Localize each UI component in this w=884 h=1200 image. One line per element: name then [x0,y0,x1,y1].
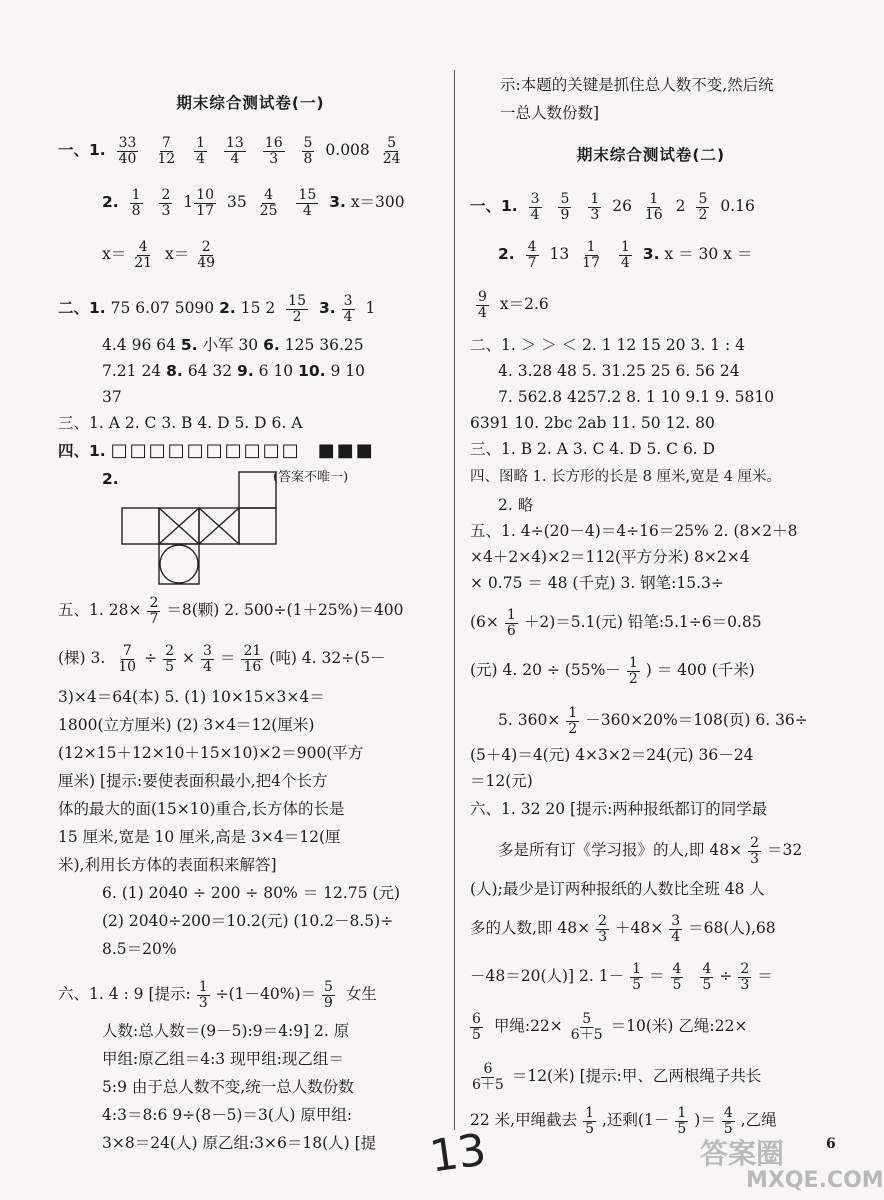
left-title: 期末综合测试卷(一) [176,94,325,112]
right-s6-line2: 多是所有订《学习报》的人,即 48× $\frac{2}{3}$ ＝32 [498,835,803,867]
left-s4-line1: 四、1. □□□□□□□□□□ ■■■ [58,440,375,461]
right-s3: 三、1. B 2. A 3. C 4. D 5. C 6. D [470,440,716,458]
right-s4-line2: 2. 略 [498,496,534,514]
right-column [470,0,832,1200]
right-top-line1: 示:本题的关键是抓住总人数不变,然后统 [500,76,774,94]
left-s5-line10: 6. (1) 2040 ÷ 200 ÷ 80% ＝ 12.75 (元) [102,884,401,902]
left-s5-line11: (2) 2040÷200＝10.2(元) (10.2－8.5)÷ [102,912,394,930]
right-s6-line7: $\frac{6}{6+5}$ ＝12(米) [提示:甲、乙两根绳子共长 [472,1061,762,1093]
left-s6-line3: 甲组:原乙组＝4:3 现甲组:现乙组＝ [102,1050,344,1068]
fraction: $\frac{5}{8}$ [303,135,313,167]
watermark-url: MXQE.COM [746,1168,884,1193]
right-s2-line2: 4. 3.28 48 5. 31.25 25 6. 56 24 [498,362,740,380]
right-s5-line6: 5. 360× $\frac{1}{2}$ －360×20%＝108(页) 6. 36÷ [498,705,808,737]
left-s2-line4: 37 [102,388,122,406]
right-s5-line5: (元) 4. 20 ÷ (55%－ $\frac{1}{2}$ ) ＝ 400 (千米) [470,655,755,687]
right-s6-line5: －48＝20(人)] 2. 1－ $\frac{1}{5}$ ＝ $\frac{4}{5}$ $\frac{4}{5}$ ÷ $\frac{2}{3}$ ＝ [470,961,773,993]
right-s2-line1: 二、1. ＞ ＞ ＜ 2. 1 12 15 20 3. 1 : 4 [470,336,745,354]
left-s2-line2: 4.4 96 64 5. 小军 30 6. 125 36.25 [102,336,364,354]
left-s5-line3: 3)×4＝64(本) 5. (1) 10×15×3×4＝ [58,688,325,706]
left-s6-line5: 4:3＝8:6 9÷(8－5)＝3(人) 原甲组: [102,1106,353,1124]
right-s5-line1: 五、1. 4÷(20－4)＝4÷16＝25% 2. (8×2＋8 [470,522,798,540]
left-column [58,0,443,1200]
left-s5-line9: 米),利用长方体的表面积来解答] [58,856,277,874]
right-s6-line8: 22 米,甲绳截去 $\frac{1}{5}$ ,还剩(1－ $\frac{1}{5}$ )＝ $\frac{4}{5}$ ,乙绳 [470,1105,777,1137]
right-s5-line2: ×4＋2×4)×2＝112(平方分米) 8×2×4 [470,548,750,566]
left-s6-line6: 3×8＝24(人) 原乙组:3×6＝18(人) [提 [102,1134,377,1152]
fraction: $\frac{33}{40}$ [118,135,137,167]
left-s5-line8: 15 厘米,宽是 10 厘米,高是 3×4＝12(厘 [58,828,341,846]
left-s6-line1: 六、1. 4 : 9 [提示: $\frac{1}{3}$ ÷(1－40%)＝ $\frac{5}{9}$ 女生 [58,979,377,1011]
left-s6-line4: 5:9 由于总人数不变,统一总人数份数 [102,1078,354,1096]
right-s1-line2: 2. $\frac{4}{7}$ 13 $\frac{1}{17}$ $\frac{1}{4}$ 3. x ＝ 30 x ＝ [498,239,753,271]
left-s2-line3: 7.21 24 8. 64 32 9. 6 10 10. 9 10 [102,362,366,380]
fraction: $\frac{5}{24}$ [382,135,401,167]
left-s5-line6: 厘米) [提示:要使表面积最小,把4个长方 [58,772,328,790]
left-s1-line1: 一、1. $\frac{33}{40}$ $\frac{7}{12}$ $\frac{1}{4}$ $\frac{13}{4}$ $\frac{16}{3}$ $\frac{5}{8}$ 0.008 $\frac{5}{24}$ [58,135,401,167]
left-s5-line2: (棵) 3. $\frac{7}{10}$ ÷ $\frac{2}{5}$ × $\frac{3}{4}$ ＝ $\frac{21}{16}$ (吨) 4. 32÷(5－ [58,643,386,675]
right-s5-line3: × 0.75 ＝ 48 (千克) 3. 钢笔:15.3÷ [470,574,724,592]
filled-boxes: ■■■ [317,440,375,461]
right-title: 期末综合测试卷(二) [576,146,726,164]
left-s5-line4: 1800(立方厘米) (2) 3×4＝12(厘米) [58,716,315,734]
fraction: $\frac{1}{4}$ [196,135,206,167]
column-divider [454,70,455,1130]
fraction: $\frac{13}{4}$ [226,135,244,167]
right-s6-line1: 六、1. 32 20 [提示:两种报纸都订的同学最 [470,800,768,818]
right-s2-line4: 6391 10. 2bc 2ab 11. 50 12. 80 [470,414,715,432]
left-s1-line3: x＝ $\frac{4}{21}$ x＝ $\frac{2}{49}$ [102,239,216,271]
empty-boxes: □□□□□□□□□□ [110,440,301,461]
page-number: 6 [826,1136,836,1152]
right-s1-line3: $\frac{9}{4}$ x＝2.6 [478,289,549,321]
handwritten-page-number: 13 [426,1124,490,1183]
fraction: $\frac{7}{12}$ [157,135,176,167]
fraction: $\frac{16}{3}$ [264,135,283,167]
right-s4-line1: 四、图略 1. 长方形的长是 8 厘米,宽是 4 厘米。 [470,469,782,485]
right-s5-line8: ＝12(元) [470,772,533,790]
left-s1-line2: 2. $\frac{1}{8}$ $\frac{2}{3}$ 1 $\frac{10}{17}$ 35 $\frac{4}{25}$ $\frac{15}{4}$ 3. x＝300 [102,187,405,219]
left-s4-line2: 2. (答案不唯一) [102,470,349,488]
watermark-logo: 答案圈 [700,1137,785,1170]
right-s6-line6: $\frac{6}{5}$ 甲绳:22× $\frac{5}{6+5}$ ＝10(米) 乙绳:22× [472,1011,748,1043]
left-s2-line1: 二、1. 75 6.07 5090 2. 15 2 $\frac{15}{2}$ 3. $\frac{3}{4}$ 1 [58,293,376,325]
left-s5-line1: 五、1. 28× $\frac{2}{7}$ ＝8(颗) 2. 500÷(1＋25%)＝400 [58,595,404,627]
right-s5-line7: (5＋4)＝4(元) 4×3×2＝24(元) 36－24 [470,746,754,764]
left-s5-line7: 体的最大的面(15×10)重合,长方体的长是 [58,800,345,818]
right-s5-line4: (6× $\frac{1}{6}$ ＋2)＝5.1(元) 铅笔:5.1÷6＝0.85 [470,607,762,639]
right-s6-line3: (人);最少是订两种报纸的人数比全班 48 人 [470,880,765,898]
left-s6-line2: 人数:总人数＝(9－5):9＝4:9] 2. 原 [102,1022,350,1040]
right-s1-line1: 一、1. $\frac{3}{4}$ $\frac{5}{9}$ $\frac{1}{3}$ 26 $\frac{1}{16}$ 2 $\frac{5}{2}$ 0.16 [470,191,755,223]
right-s2-line3: 7. 562.8 4257.2 8. 1 10 9.1 9. 5810 [498,388,775,406]
left-s3: 三、1. A 2. C 3. B 4. D 5. D 6. A [58,414,303,432]
right-s6-line4: 多的人数,即 48× $\frac{2}{3}$ ＋48× $\frac{3}{4}$ ＝68(人),68 [470,913,776,945]
right-top-line2: 一总人数份数] [500,104,600,122]
cube-net-diagram [122,472,282,592]
left-s5-line5: (12×15＋12×10＋15×10)×2＝900(平方 [58,744,364,762]
left-s5-line12: 8.5＝20% [102,940,177,958]
